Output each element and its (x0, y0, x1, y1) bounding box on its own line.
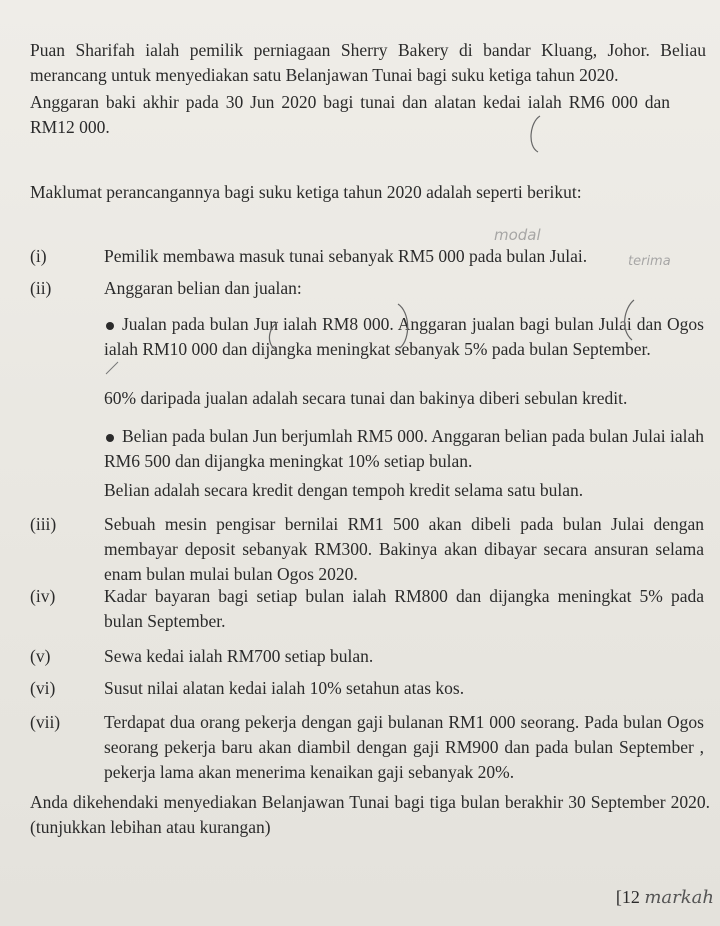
item-label-ii: (ii) (30, 278, 52, 298)
item-text-iv: Kadar bayaran bagi setiap bulan ialah RM800 dan dijangka meningkat 5% pada bulan September. (104, 586, 704, 631)
pencil-bracket-june-open (269, 322, 278, 350)
intro-paragraph: Puan Sharifah ialah pemilik perniagaan Sherry Bakery di bandar Kluang, Johor. Beliau merancang untuk menyediakan satu Belanjawan Tunai bagi suku ketiga tahun 2020. (30, 40, 706, 85)
purchases-note: Belian adalah secara kredit dengan tempoh kredit selama satu bulan. (104, 480, 584, 500)
item-label-iv: (iv) (30, 586, 56, 606)
intro-balances: Anggaran baki akhir pada 30 Jun 2020 bagi tunai dan alatan kedai ialah RM6 000 dan RM12 000. (30, 92, 670, 137)
item-text-vi: Susut nilai alatan kedai ialah 10% setahun atas kos. (104, 678, 465, 698)
pencil-tick (106, 362, 118, 374)
item-label-i: (i) (30, 246, 47, 266)
sales-bullet: Jualan pada bulan Jun ialah RM8 000. Anggaran jualan bagi bulan Julai dan Ogos ialah RM10 000 dan dijangka meningkat sebanyak 5% pada bulan September. (104, 314, 704, 359)
item-text-i: Pemilik membawa masuk tunai sebanyak RM5 000 pada bulan Julai. (104, 246, 588, 266)
pencil-note-terima: terima (628, 254, 671, 269)
item-label-v: (v) (30, 646, 51, 666)
pencil-bracket-july (625, 300, 634, 340)
item-label-vii: (vii) (30, 712, 61, 732)
item-text-ii: Anggaran belian dan jualan: (104, 278, 302, 298)
pencil-note-modal: modal (494, 226, 541, 244)
item-text-vii: Terdapat dua orang pekerja dengan gaji bulanan RM1 000 seorang. Pada bulan Ogos seorang pekerja baru akan diambil dengan gaji RM900 dan pada bulan September , pekerja lama akan menerima kenaikan gaji sebanyak 20%. (104, 712, 704, 782)
task-instruction: Anda dikehendaki menyediakan Belanjawan Tunai bagi tiga bulan berakhir 30 September 2020. (tunjukkan lebihan atau kurangan) (30, 792, 710, 837)
sales-note: 60% daripada jualan adalah secara tunai dan bakinya diberi sebulan kredit. (104, 388, 628, 408)
item-label-iii: (iii) (30, 514, 57, 534)
pencil-bracket-balance (531, 116, 540, 152)
purchases-bullet: Belian pada bulan Jun berjumlah RM5 000. Anggaran belian pada bulan Julai ialah RM6 500 dan dijangka meningkat 10% setiap bulan. (104, 426, 704, 471)
pencil-bracket-june-close (398, 304, 408, 348)
item-text-v: Sewa kedai ialah RM700 setiap bulan. (104, 646, 374, 666)
marks-open: [12 (615, 887, 645, 907)
item-label-vi: (vi) (30, 678, 56, 698)
item-text-iii: Sebuah mesin pengisar bernilai RM1 500 akan dibeli pada bulan Julai dengan membayar deposit sebanyak RM300. Bakinya akan dibayar secara ansuran selama enam bulan mulai bulan Ogos 2020. (104, 514, 704, 584)
info-heading: Maklumat perancangannya bagi suku ketiga tahun 2020 adalah seperti berikut: (30, 182, 582, 202)
marks-handwritten: markah (644, 887, 714, 908)
